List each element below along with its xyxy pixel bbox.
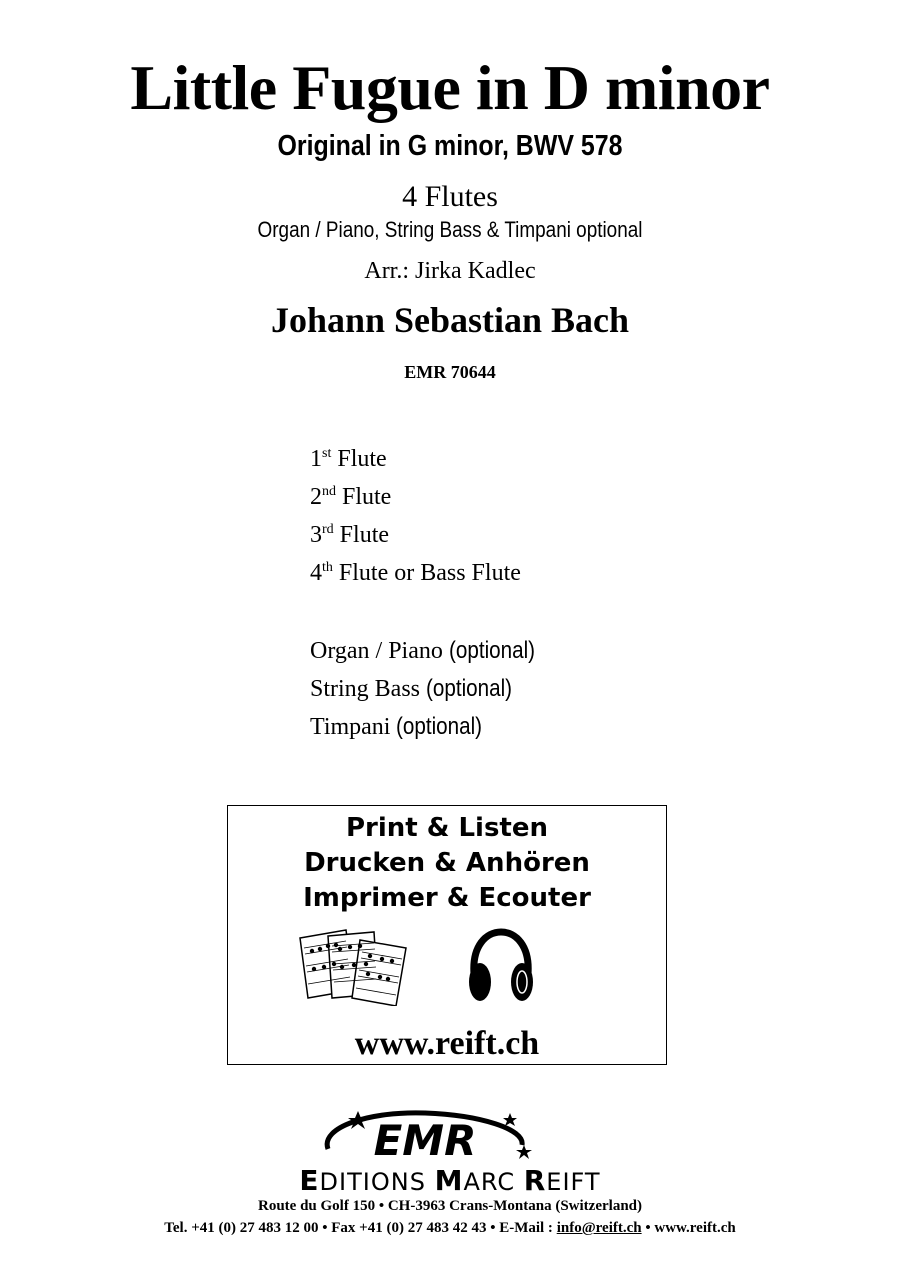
promo-line-en: Print & Listen [345,813,549,843]
publisher-address: Route du Golf 150 • CH-3963 Crans-Montana (Switzerland) [258,1198,642,1214]
instrumentation: 4 Flutes [402,180,498,213]
promo-line-fr: Imprimer & Ecouter [303,883,591,913]
part-flute-4: 4th Flute or Bass Flute [310,560,521,586]
composer: Johann Sebastian Bach [270,300,630,340]
email-link[interactable]: info@reift.ch [556,1220,642,1236]
part-flute-3: 3rd Flute [310,522,390,548]
publisher-name: EDITIONS MARC REIFT [299,1164,601,1197]
svg-text:EMR: EMR [373,1116,477,1165]
sheet-music-icon [298,926,410,1006]
publisher-contact: Tel. +41 (0) 27 483 12 00 • Fax +41 (0) 27 483 42 43 • E-Mail : info@reift.ch • www.reift.ch [164,1220,736,1236]
print-listen-box [227,805,667,1065]
original-key-subtitle: Original in G minor, BWV 578 [277,130,623,162]
piece-title: Little Fugue in D minor [130,52,770,123]
arranger: Arr.: Jirka Kadlec [364,258,536,284]
headphones-icon [466,926,536,1006]
part-timpani: Timpani (optional) [310,713,483,740]
catalog-number: EMR 70644 [404,362,496,382]
part-flute-2: 2nd Flute [310,484,392,510]
emr-logo [310,1105,540,1175]
part-organ-piano: Organ / Piano (optional) [310,637,535,664]
website-url[interactable]: www.reift.ch [354,1025,540,1062]
optional-instrumentation: Organ / Piano, String Bass & Timpani optional [257,217,643,242]
part-flute-1: 1st Flute [310,446,387,472]
parts-list [310,440,549,746]
promo-line-de: Drucken & Anhören [304,848,590,878]
part-string-bass: String Bass (optional) [310,675,513,702]
